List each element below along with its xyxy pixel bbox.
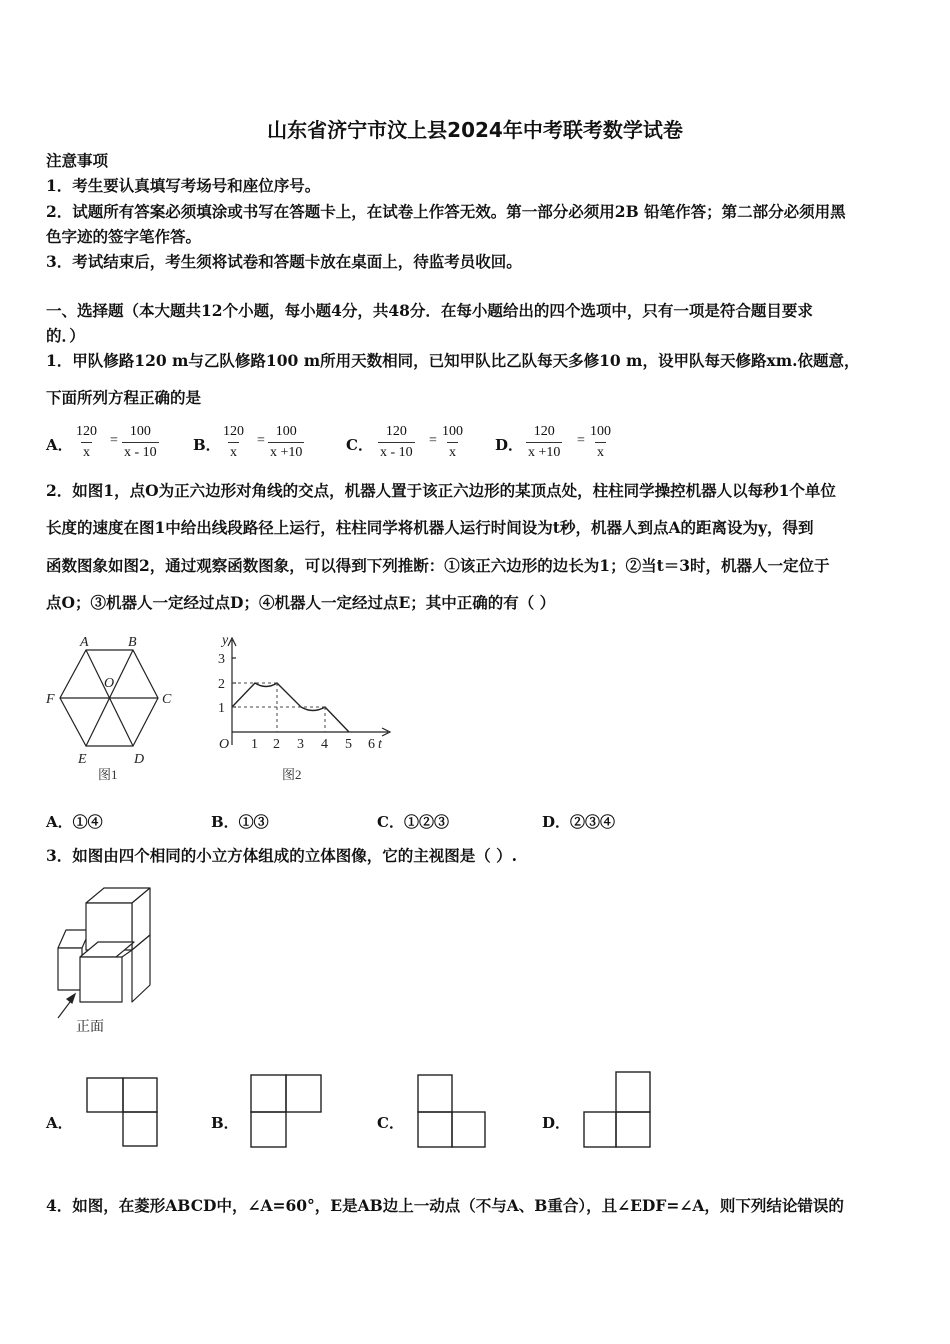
fraction-denominator: x <box>595 442 606 461</box>
q1-option-a-label[interactable]: A． <box>46 436 73 454</box>
vertex-label-e: E <box>78 752 87 767</box>
q3-b-square-2 <box>286 1075 321 1112</box>
x-tick-label-6: 6 <box>368 737 375 752</box>
figure-1-caption: 图1 <box>98 767 118 782</box>
q1-option-b-label[interactable]: B． <box>193 436 221 454</box>
equals-sign: = <box>429 433 437 448</box>
question-2-text-cont-1: 长度的速度在图1中给出线段路径上运行，柱柱同学将机器人运行时间设为t秒，机器人到点A的距离设为y，得到 <box>46 518 814 537</box>
q2-option-b[interactable]: B．①③ <box>211 813 269 831</box>
question-2-text-cont-3: 点O；③机器人一定经过点D；④机器人一定经过点E；其中正确的有（ ） <box>46 593 556 612</box>
x-tick-label-1: 1 <box>251 737 258 752</box>
q3-d-square-1 <box>616 1072 650 1112</box>
vertex-label-a: A <box>80 635 89 650</box>
fraction-denominator: x +10 <box>268 442 304 461</box>
x-tick-label-4: 4 <box>321 737 328 752</box>
q1-option-c-label[interactable]: C． <box>346 436 373 454</box>
vertex-label-b: B <box>128 635 137 650</box>
question-2-text-cont-2: 函数图象如图2，通过观察函数图象，可以得到下列推断：①该正六边形的边长为1；②当t＝3时，机器人一定位于 <box>46 556 830 575</box>
q3-option-a[interactable]: A． <box>46 1114 73 1132</box>
fraction-denominator: x <box>228 442 239 461</box>
notice-heading: 注意事项 <box>46 151 109 170</box>
origin-label: O <box>219 737 230 752</box>
q3-option-c[interactable]: C． <box>377 1114 404 1132</box>
fraction-numerator: 100 <box>275 424 297 439</box>
fraction-denominator: x - 10 <box>122 442 159 461</box>
fraction-denominator: x - 10 <box>378 442 415 461</box>
y-axis-label: y <box>222 633 229 648</box>
q3-c-square-1 <box>418 1075 452 1112</box>
fraction-numerator: 120 <box>223 424 244 439</box>
q3-a-square-2 <box>123 1078 157 1112</box>
fraction-numerator: 100 <box>442 424 463 439</box>
question-1-text: 1．甲队修路120 m与乙队修路100 m所用天数相同，已知甲队比乙队每天多修10 m，设甲队每天修路xm.依题意， <box>46 351 860 370</box>
x-tick-label-2: 2 <box>273 737 280 752</box>
q2-option-c[interactable]: C．①②③ <box>377 813 449 831</box>
x-tick-label-5: 5 <box>345 737 352 752</box>
x-tick-label-3: 3 <box>297 737 304 752</box>
fraction-denominator: x <box>81 442 92 461</box>
cube-front-face <box>80 957 122 1002</box>
section-heading-cont: 的．） <box>46 326 85 345</box>
q3-option-b[interactable]: B． <box>211 1114 239 1132</box>
fraction-numerator: 120 <box>533 424 555 439</box>
fraction-denominator: x <box>447 442 458 461</box>
y-tick-label-1: 1 <box>218 701 225 716</box>
q3-b-square-3 <box>251 1112 286 1147</box>
equals-sign: = <box>110 433 118 448</box>
question-4-text: 4．如图，在菱形ABCD中，∠A=60°，E是AB边上一动点（不与A、B重合），且∠EDF=∠A，则下列结论错误的 <box>46 1196 844 1215</box>
page-title: 山东省济宁市汶上县2024年中考联考数学试卷 <box>267 118 683 142</box>
question-3-text: 3．如图由四个相同的小立方体组成的立体图像，它的主视图是（ ）. <box>46 846 518 865</box>
y-tick-label-2: 2 <box>218 677 225 692</box>
q3-c-square-3 <box>452 1112 485 1147</box>
question-2-text: 2．如图1，点O为正六边形对角线的交点，机器人置于该正六边形的某顶点处，柱柱同学操控机器人以每秒1个单位 <box>46 481 836 500</box>
q3-a-square-1 <box>87 1078 123 1112</box>
front-view-label: 正面 <box>76 1020 104 1035</box>
equals-sign: = <box>577 433 585 448</box>
fraction-numerator: 120 <box>385 424 407 439</box>
center-label-o: O <box>104 676 115 691</box>
figure-2-caption: 图2 <box>282 767 302 782</box>
vertex-label-d: D <box>134 752 145 767</box>
q3-b-square-1 <box>251 1075 286 1112</box>
fraction-numerator: 100 <box>129 424 151 439</box>
notice-item-3: 3．考试结束后，考生须将试卷和答题卡放在桌面上，待监考员收回。 <box>46 252 522 271</box>
q2-option-d[interactable]: D．②③④ <box>542 813 616 831</box>
question-1-text-cont: 下面所列方程正确的是 <box>46 388 202 407</box>
q1-option-d-label[interactable]: D． <box>495 436 524 454</box>
q3-d-square-2 <box>584 1112 616 1147</box>
x-axis-label: t <box>378 737 382 752</box>
q3-option-d[interactable]: D． <box>542 1114 571 1132</box>
vertex-label-c: C <box>162 692 172 707</box>
vertex-label-f: F <box>46 692 55 707</box>
q3-c-square-2 <box>418 1112 452 1147</box>
notice-item-1: 1．考生要认真填写考场号和座位序号。 <box>46 176 321 195</box>
fraction-denominator: x +10 <box>526 442 562 461</box>
y-tick-label-3: 3 <box>218 652 225 667</box>
fraction-numerator: 120 <box>76 424 97 439</box>
fraction-numerator: 100 <box>590 424 611 439</box>
equals-sign: = <box>257 433 265 448</box>
front-arrow-head <box>67 994 75 1003</box>
cube-back-left-top <box>58 930 90 948</box>
section-heading: 一、选择题（本大题共12个小题，每小题4分，共48分．在每小题给出的四个选项中，只有一项是符合题目要求 <box>46 301 813 320</box>
q3-a-square-3 <box>123 1112 157 1146</box>
notice-item-2: 2．试题所有答案必须填涂或书写在答题卡上，在试卷上作答无效。第一部分必须用2B 铅笔作答；第二部分必须用黑 <box>46 202 846 221</box>
q2-option-a[interactable]: A．①④ <box>46 813 103 831</box>
q3-d-square-3 <box>616 1112 650 1147</box>
notice-item-2-cont: 色字迹的签字笔作答。 <box>46 227 202 246</box>
cube-back-left-front <box>58 948 82 990</box>
